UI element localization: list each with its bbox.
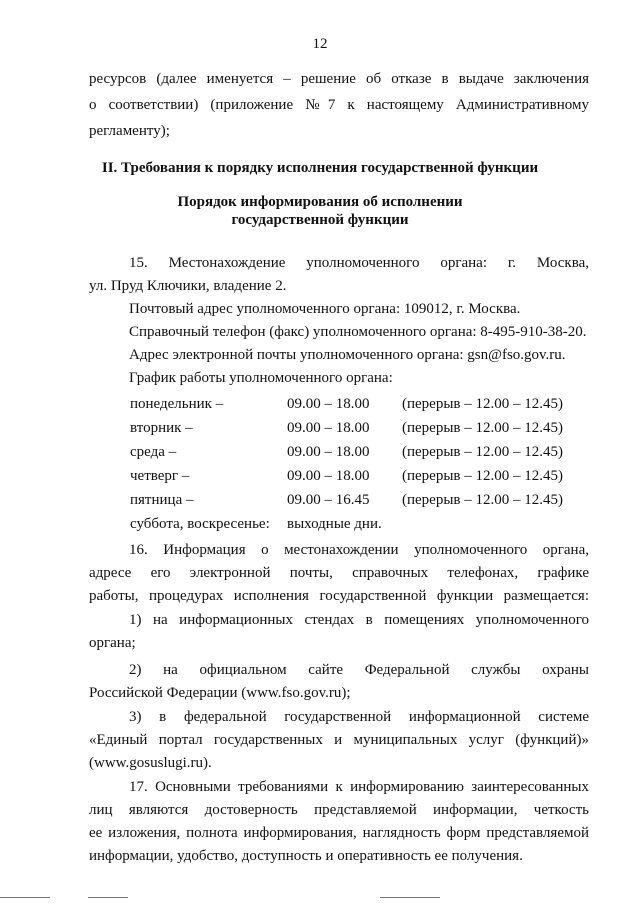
item2-line-2: Российской Федерации (www.fso.gov.ru); xyxy=(89,685,351,701)
para17-line-1: 17. Основными требованиями к информированию заинтересованных xyxy=(129,779,589,795)
schedule-weekend-day: суббота, воскресенье: xyxy=(130,516,270,532)
item3-line-1: 3) в федеральной государственной информационной системе xyxy=(129,709,589,725)
phone-line: Справочный телефон (факс) уполномоченного органа: 8-495-910-38-20. xyxy=(129,324,587,340)
para17-line-2: лиц являются достоверность представляемой информации, четкость xyxy=(89,802,589,818)
scan-artifact xyxy=(0,897,50,898)
subheading-line-2: государственной функции xyxy=(231,212,409,228)
intro-line-3: регламенту); xyxy=(89,123,170,139)
item2-line-1: 2) на официальном сайте Федеральной службы охраны xyxy=(129,662,589,678)
scan-artifact xyxy=(88,897,128,898)
schedule-break: (перерыв – 12.00 – 12.45) xyxy=(402,396,563,412)
intro-line-2: о соответствии) (приложение №7 к настоящему Административному xyxy=(89,97,589,113)
schedule-weekend-value: выходные дни. xyxy=(287,516,382,532)
schedule-day: понедельник – xyxy=(130,396,224,412)
schedule-time: 09.00 – 16.45 xyxy=(287,492,370,508)
para15-line-2: ул. Пруд Ключики, владение 2. xyxy=(89,278,287,294)
schedule-day: среда – xyxy=(130,444,177,460)
schedule-time: 09.00 – 18.00 xyxy=(287,444,370,460)
schedule-title: График работы уполномоченного органа: xyxy=(129,370,393,386)
section-heading: II. Требования к порядку исполнения государственной функции xyxy=(101,160,539,176)
item1-line-2: органа; xyxy=(89,635,136,651)
para16-line-1: 16. Информация о местонахождении уполномоченного органа, xyxy=(129,542,589,558)
schedule-break: (перерыв – 12.00 – 12.45) xyxy=(402,420,563,436)
email-line: Адрес электронной почты уполномоченного органа: gsn@fso.gov.ru. xyxy=(129,347,566,363)
para17-line-4: информации, удобство, доступность и оперативность ее получения. xyxy=(89,848,523,864)
scan-artifact xyxy=(380,897,440,898)
item1-line-1: 1) на информационных стендах в помещениях уполномоченного xyxy=(129,612,589,628)
schedule-time: 09.00 – 18.00 xyxy=(287,468,370,484)
schedule-break: (перерыв – 12.00 – 12.45) xyxy=(402,444,563,460)
schedule-day: пятница – xyxy=(130,492,194,508)
schedule-time: 09.00 – 18.00 xyxy=(287,396,370,412)
schedule-time: 09.00 – 18.00 xyxy=(287,420,370,436)
page-number: 12 xyxy=(312,36,328,52)
postal-address: Почтовый адрес уполномоченного органа: 109012, г. Москва. xyxy=(129,301,521,317)
para17-line-3: ее изложения, полнота информирования, наглядность форм представляемой xyxy=(89,825,589,841)
para16-line-2: адресе его электронной почты, справочных телефонах, графике xyxy=(89,565,589,581)
subheading-line-1: Порядок информирования об исполнении xyxy=(177,194,463,210)
item3-line-3: (www.gosuslugi.ru). xyxy=(89,755,212,771)
schedule-break: (перерыв – 12.00 – 12.45) xyxy=(402,492,563,508)
schedule-break: (перерыв – 12.00 – 12.45) xyxy=(402,468,563,484)
schedule-day: вторник – xyxy=(130,420,193,436)
item3-line-2: «Единый портал государственных и муниципальных услуг (функций)» xyxy=(89,732,589,748)
para15-line-1: 15. Местонахождение уполномоченного органа: г. Москва, xyxy=(129,255,589,271)
intro-line-1: ресурсов (далее именуется – решение об отказе в выдаче заключения xyxy=(89,71,589,87)
schedule-day: четверг – xyxy=(130,468,190,484)
para16-line-3: работы, процедурах исполнения государственной функции размещается: xyxy=(89,588,589,604)
